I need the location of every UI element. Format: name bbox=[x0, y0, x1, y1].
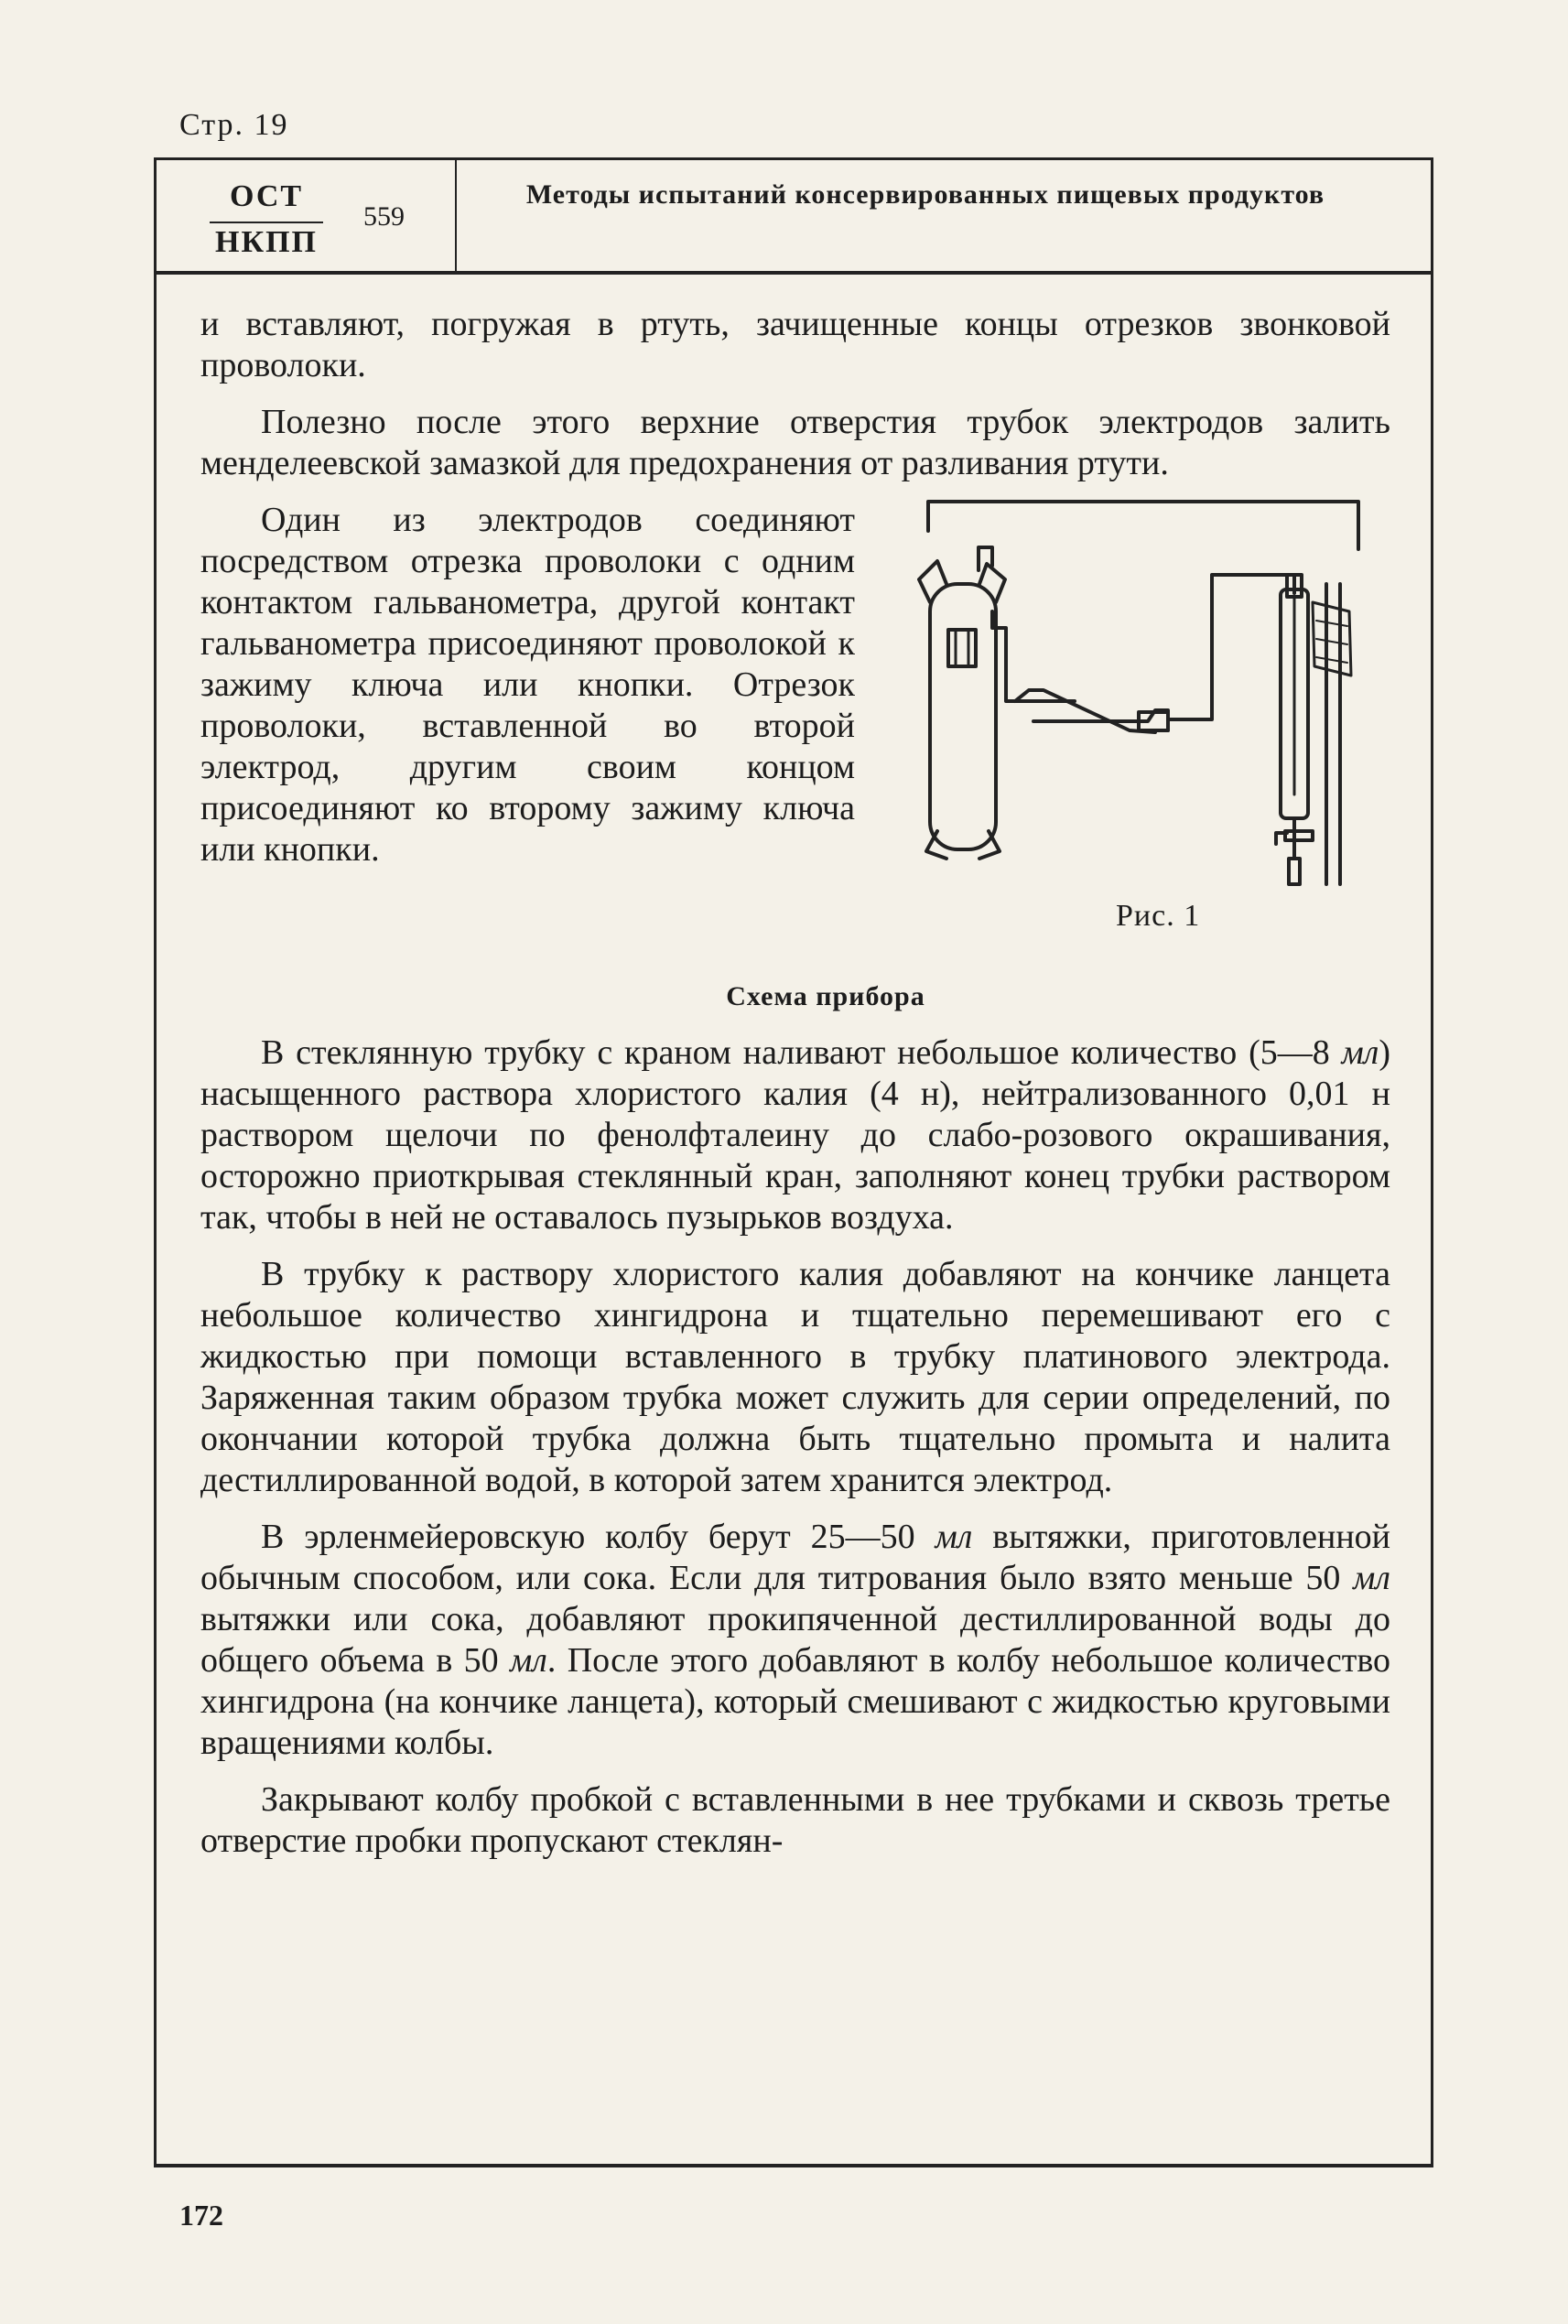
electrode-tube-icon bbox=[1276, 575, 1313, 884]
header-title: Методы испытаний консервированных пищевых продуктов bbox=[525, 179, 1325, 210]
standard-code-top: ОСТ bbox=[229, 179, 304, 213]
figure-caption: Рис. 1 bbox=[1116, 899, 1201, 933]
figure-title: Схема прибора bbox=[726, 981, 925, 1011]
document-body bbox=[200, 304, 1390, 1877]
paragraph-7: Закрывают колбу пробкой с вставленными в нее трубками и сквозь третье отверстие пробки пропускают стеклян- bbox=[200, 1780, 1390, 1860]
paragraph-1: и вставляют, погружая в ртуть, зачищенные концы отрезков звонковой проволоки. bbox=[200, 305, 1390, 384]
page-reference: Стр. 19 bbox=[179, 108, 289, 142]
frame-bottom-rule bbox=[157, 2164, 1431, 2167]
paragraph-5: В трубку к раствору хлористого калия добавляют на кончике ланцета небольшое количество хингидрона и тщательно перемешивают его с жидкостью при помощи вставленного в трубку платинового электрода. Заряженная таким образом трубка может служить для серии определений, по окончании которой трубка должна быть тщательно промыта и налита дестиллированной водой, в которой затем хранится электрод. bbox=[200, 1255, 1390, 1499]
standard-number: 559 bbox=[363, 201, 405, 232]
paragraph-6: В эрленмейеровскую колбу берут 25—50 мл вытяжки, приготовленной обычным способом, или сока. Если для титрования было взято меньше 50 мл вытяжки или сока, добавляют прокипяченной дестиллированной воды до общего объема в 50 мл. После этого добавляют в колбу небольшое количество хингидрона (на кончике ланцета), который смешивают с жидкостью круговыми вращениями колбы. bbox=[200, 1518, 1391, 1762]
paragraph-3: Один из электродов соединяют посредством отрезка проволоки с одним контактом гальванометра, другой контакт гальванометра присоединяют проволокой к зажиму ключа или кнопки. Отрезок проволоки, вставленной во второй электрод, другим своим концом присоединяют ко второму зажиму ключа или кнопки. bbox=[200, 501, 855, 869]
standard-code-bottom: НКПП bbox=[215, 225, 318, 259]
reference-electrode-icon bbox=[1313, 584, 1351, 884]
standard-code-divider bbox=[210, 222, 323, 223]
text-with-figure bbox=[200, 500, 1390, 976]
standard-header bbox=[157, 157, 1431, 275]
page-number: 172 bbox=[179, 2199, 223, 2232]
apparatus-diagram bbox=[910, 492, 1386, 932]
key-switch-icon bbox=[1015, 575, 1294, 732]
standard-code-box bbox=[157, 157, 457, 271]
paragraph-4: В стеклянную трубку с краном наливают небольшое количество (5—8 мл) насыщенного раствора хлористого калия (4 н), нейтрализованного 0,01 н раствором щелочи по фенолфталеину до слабо-розового окрашивания, осторожно приоткрывая стеклянный кран, заполняют конец трубки раствором так, чтобы в ней не оставалось пузырьков воздуха. bbox=[200, 1033, 1390, 1237]
page-frame bbox=[154, 157, 1433, 2167]
paragraph-2: Полезно после этого верхние отверстия трубок электродов залить менделеевской замазкой для предохранения от разливания ртути. bbox=[200, 403, 1390, 482]
galvanometer-icon bbox=[919, 561, 1005, 859]
